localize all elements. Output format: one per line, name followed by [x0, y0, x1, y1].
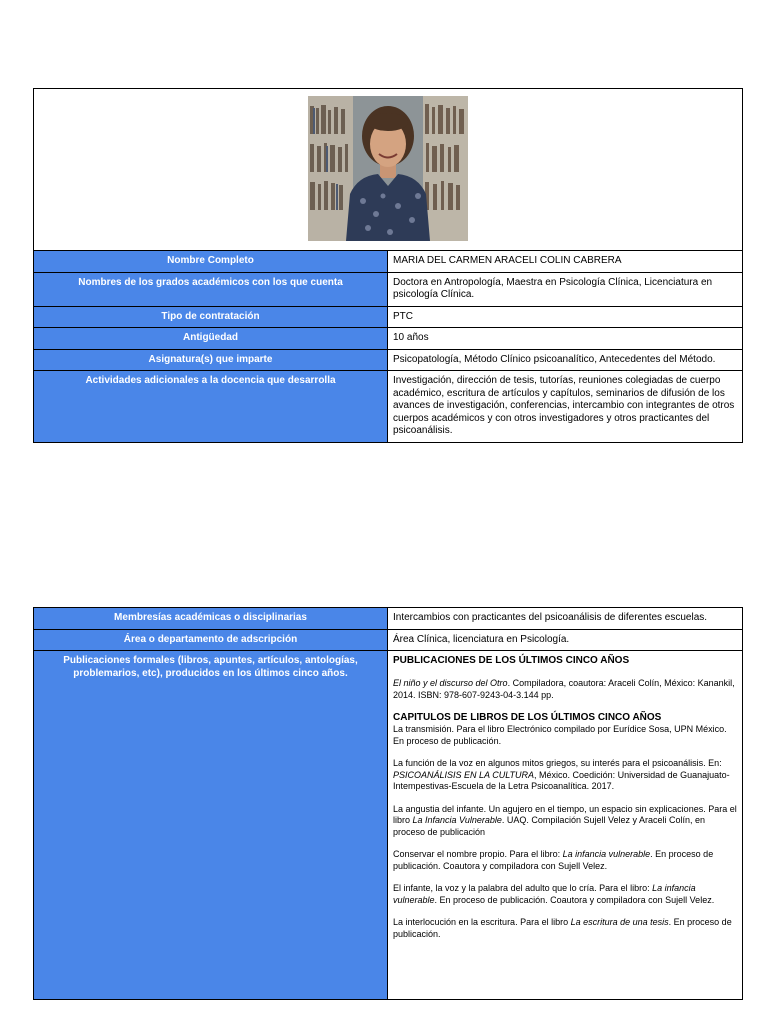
- details-card: [33, 607, 743, 1000]
- row-value-area: Área Clínica, licenciatura en Psicología.: [388, 629, 743, 651]
- row-value-memberships: Intercambios con practicantes del psicoanálisis de diferentes escuelas.: [388, 608, 743, 629]
- book-title: El niño y el discurso del Otro: [393, 678, 508, 688]
- profile-card: [33, 88, 743, 443]
- row-key-area: Área o departamento de adscripción: [34, 629, 388, 651]
- row-key-contract: Tipo de contratación: [34, 306, 388, 328]
- table-row: [34, 272, 742, 306]
- table-row: [34, 629, 742, 651]
- chapter-item: La angustia del infante. Un agujero en el tiempo, un espacio sin explicaciones. Para el libro La Infancia Vulnerable. UAQ. Compilación Sujell Velez y Araceli Colín, en proceso de publicación: [393, 803, 737, 837]
- publications-cell: [388, 651, 743, 1000]
- publications-heading: PUBLICACIONES DE LOS ÚLTIMOS CINCO AÑOS: [393, 655, 630, 666]
- profile-photo: [308, 96, 468, 241]
- row-key-activities: Actividades adicionales a la docencia que desarrolla: [34, 371, 388, 442]
- row-value-name: MARIA DEL CARMEN ARACELI COLIN CABRERA: [388, 251, 743, 272]
- row-value-seniority: 10 años: [388, 328, 743, 350]
- row-value-subjects: Psicopatología, Método Clínico psicoanalítico, Antecedentes del Método.: [388, 349, 743, 371]
- row-key-publications: Publicaciones formales (libros, apuntes, artículos, antologías, problemarios, etc), producidos en los últimos cinco años.: [34, 651, 388, 1000]
- table-row: [34, 306, 742, 328]
- row-value-activities: Investigación, dirección de tesis, tutorías, reuniones colegiadas de cuerpo académico, escritura de artículos y capítulos, seminarios de difusión de los avances de investigación, conferencias, intercambio con integrantes de otros cuerpos académicos y con otros investigadores y otros practicantes del psicoanálisis.: [388, 371, 743, 442]
- chapter-item: La interlocución en la escritura. Para el libro La escritura de una tesis. En proceso de publicación.: [393, 917, 732, 939]
- chapters-heading: CAPITULOS DE LIBROS DE LOS ÚLTIMOS CINCO AÑOS: [393, 712, 662, 723]
- chapter-item: Conservar el nombre propio. Para el libro: La infancia vulnerable. En proceso de publicación. Coautora y compiladora con Sujell Velez.: [393, 849, 714, 871]
- photo-cell: [34, 89, 742, 251]
- table-row: [34, 371, 742, 442]
- details-table: [34, 608, 742, 999]
- chapter-item: El infante, la voz y la palabra del adulto que lo cría. Para el libro: La infancia vulnerable. En proceso de publicación. Coautora y compiladora con Sujell Velez.: [393, 883, 715, 905]
- row-key-name: Nombre Completo: [34, 251, 388, 272]
- table-row: [34, 328, 742, 350]
- row-key-memberships: Membresías académicas o disciplinarias: [34, 608, 388, 629]
- table-row: [34, 251, 742, 272]
- row-key-degrees: Nombres de los grados académicos con los que cuenta: [34, 272, 388, 306]
- publication-book: El niño y el discurso del Otro. Compiladora, coautora: Araceli Colín, México: Kanankil, 2014. ISBN: 978-607-9243-04-3.144 pp.: [393, 678, 735, 700]
- table-row: [34, 608, 742, 629]
- row-value-contract: PTC: [388, 306, 743, 328]
- chapter-item: La transmisión. Para el libro Electrónico compilado por Eurídice Sosa, UPN México. En proceso de publicación.: [393, 724, 727, 746]
- profile-table: [34, 251, 742, 442]
- row-key-seniority: Antigüedad: [34, 328, 388, 350]
- row-key-subjects: Asignatura(s) que imparte: [34, 349, 388, 371]
- table-row: [34, 349, 742, 371]
- table-row: [34, 651, 742, 1000]
- chapter-item: La función de la voz en algunos mitos griegos, su interés para el psicoanálisis. En: PSICOANÁLISIS EN LA CULTURA, México. Coedición: Universidad de Guanajuato-Intempestivas-Escuela de la Letra Psicoanalítica. 2017.: [393, 758, 730, 791]
- row-value-degrees: Doctora en Antropología, Maestra en Psicología Clínica, Licenciatura en psicología Clínica.: [388, 272, 743, 306]
